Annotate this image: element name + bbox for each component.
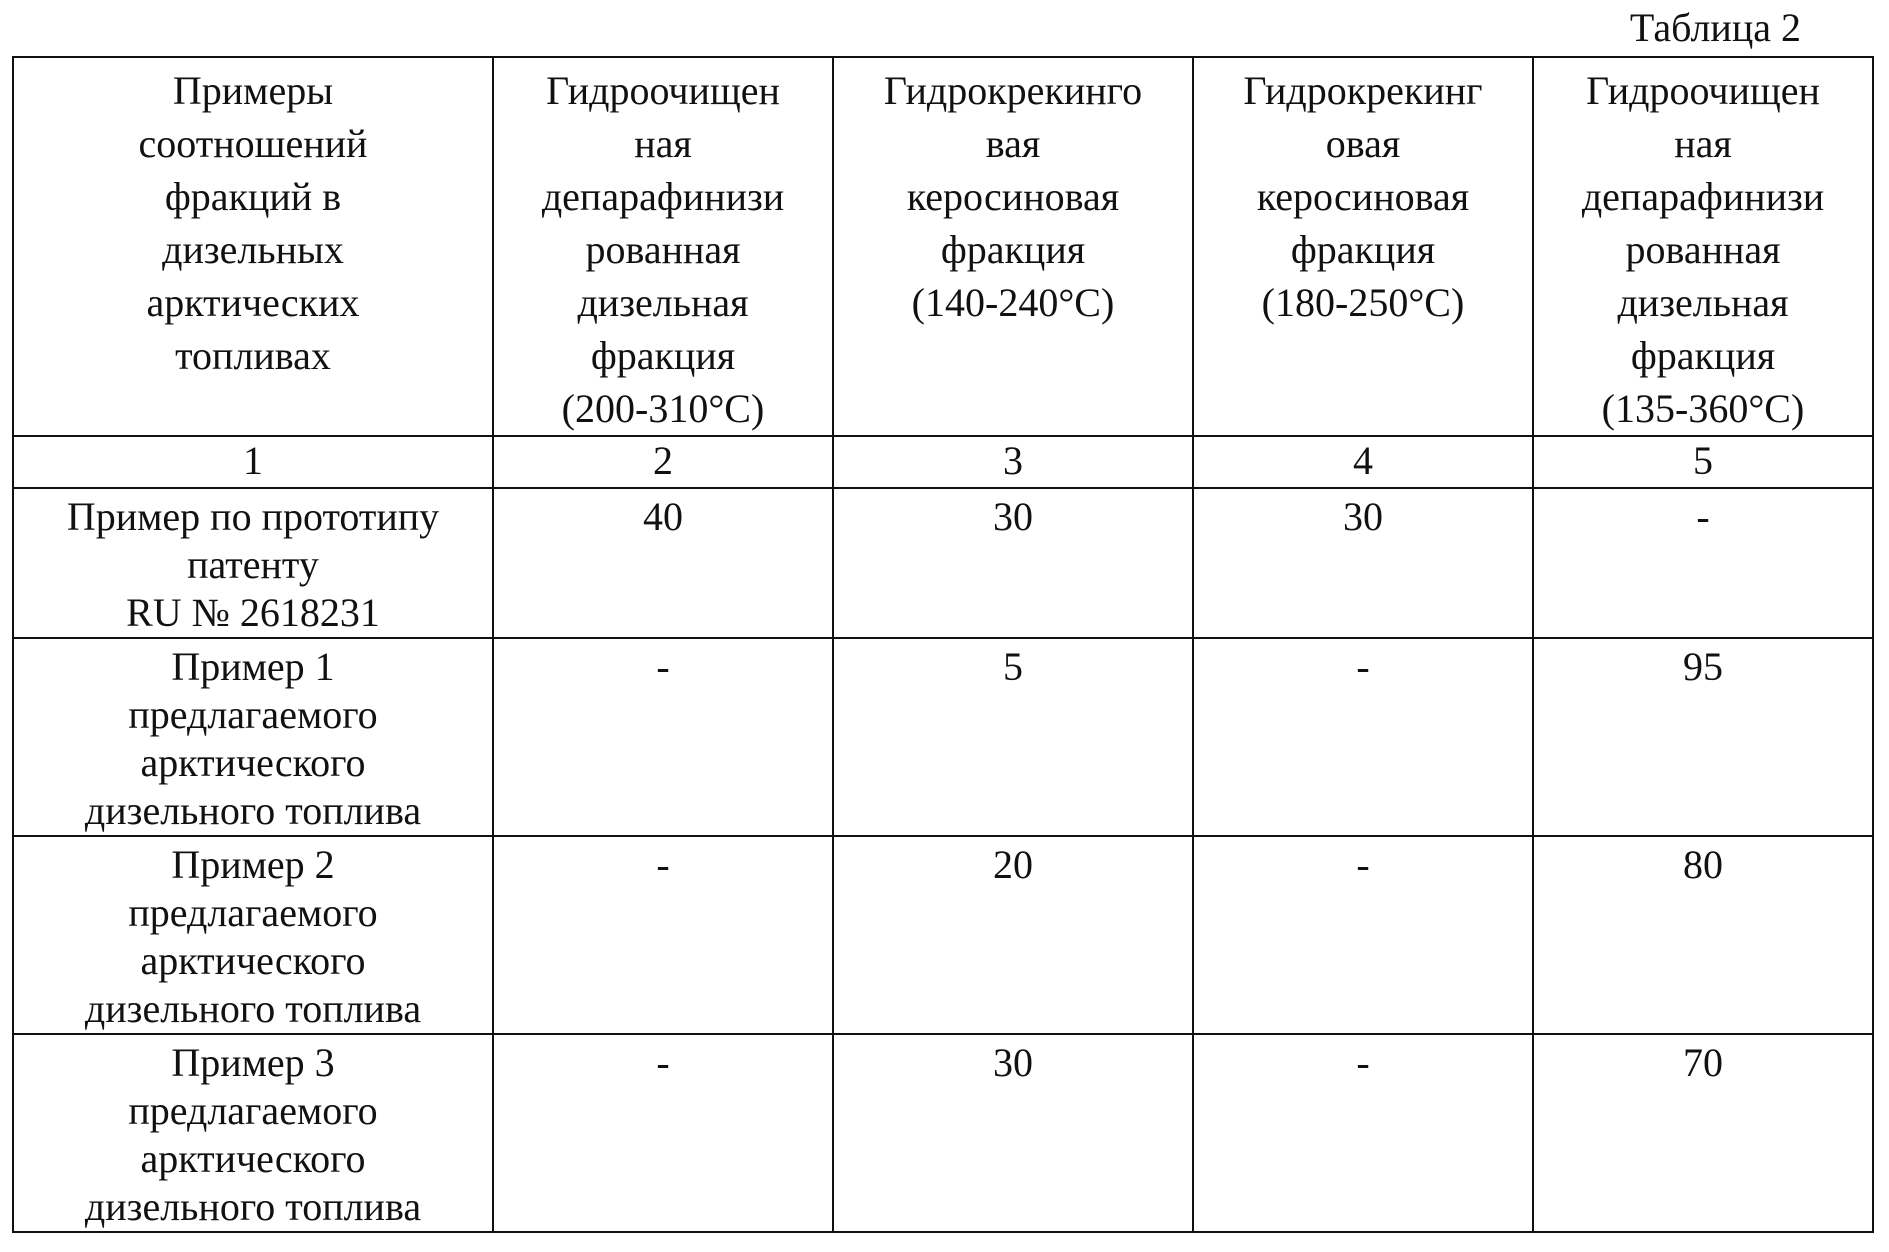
table-cell: - [1193,836,1533,1034]
row-label: Пример 3 предлагаемого арктического дизельного топлива [13,1034,493,1232]
column-number: 1 [13,436,493,488]
table-cell: 30 [833,488,1193,638]
table-cell: 70 [1533,1034,1873,1232]
column-header: Примеры соотношений фракций в дизельных арктических топливах [13,57,493,436]
table-cell: 30 [1193,488,1533,638]
table-cell: 80 [1533,836,1873,1034]
table-caption: Таблица 2 [1629,5,1801,50]
row-label: Пример 2 предлагаемого арктического дизельного топлива [13,836,493,1034]
table-cell: 20 [833,836,1193,1034]
column-number-row [13,436,1873,488]
table-cell: - [493,1034,833,1232]
fractions-table [12,56,1874,1233]
table-cell: - [1193,638,1533,836]
table-cell: - [493,638,833,836]
table-cell: 30 [833,1034,1193,1232]
table-row [13,638,1873,836]
column-number: 2 [493,436,833,488]
column-number: 4 [1193,436,1533,488]
column-number: 3 [833,436,1193,488]
header-row [13,57,1873,436]
table-cell: - [1193,1034,1533,1232]
row-label: Пример 1 предлагаемого арктического дизельного топлива [13,638,493,836]
table-cell: 40 [493,488,833,638]
table-row [13,1034,1873,1232]
table-cell: 95 [1533,638,1873,836]
table-cell: - [493,836,833,1034]
table-cell: 5 [833,638,1193,836]
table-row [13,836,1873,1034]
table-row [13,488,1873,638]
column-header: Гидроочищен ная депарафинизи рованная дизельная фракция (135-360°С) [1533,57,1873,436]
column-header: Гидрокрекинго вая керосиновая фракция (140-240°С) [833,57,1193,436]
table-cell: - [1533,488,1873,638]
column-header: Гидрокрекинг овая керосиновая фракция (180-250°С) [1193,57,1533,436]
column-header: Гидроочищен ная депарафинизи рованная дизельная фракция (200-310°С) [493,57,833,436]
row-label: Пример по прототипу патенту RU № 2618231 [13,488,493,638]
column-number: 5 [1533,436,1873,488]
